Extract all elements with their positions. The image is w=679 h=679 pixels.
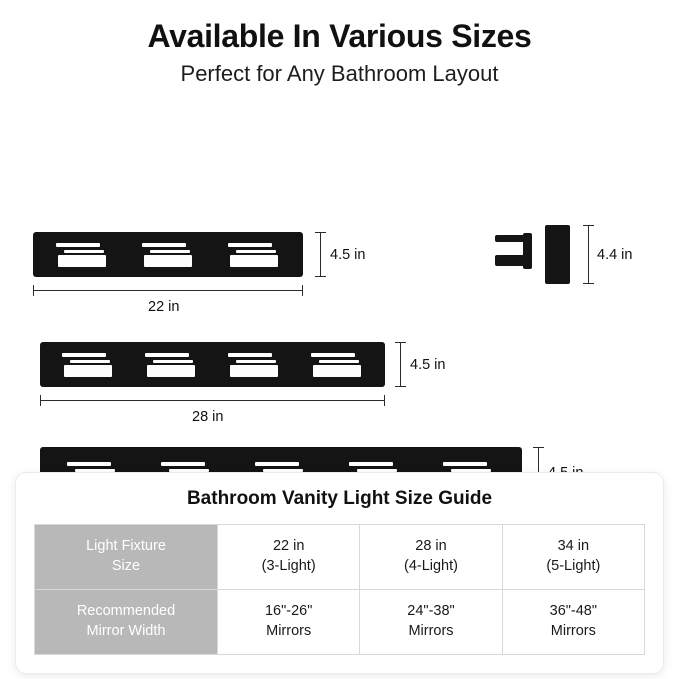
lamp-bar (161, 462, 205, 466)
cell-sub: Mirrors (550, 623, 596, 639)
cell-mirror-width-22 (218, 590, 360, 655)
side-arm-top (495, 235, 525, 242)
lamp-shade (313, 365, 361, 377)
lamp-bar-secondary (169, 469, 209, 472)
lamp-bar (56, 243, 100, 247)
cell-main: 16"-26" (264, 603, 313, 620)
lamp-shade (147, 365, 195, 377)
lamp-bar-secondary (150, 250, 190, 253)
size-guide-card (16, 473, 663, 673)
dimension-label-height-28in: 4.5 in (410, 356, 446, 373)
cell-main: 34 in (557, 538, 590, 555)
row-header-line2: Mirror Width (86, 623, 166, 639)
cell-main: 28 in (415, 538, 447, 555)
dimension-line-height-side (588, 225, 589, 284)
dimension-line-width-22in (33, 290, 303, 291)
fixture-4-light (40, 342, 385, 387)
cell-main: 22 in (272, 538, 305, 555)
table-row (35, 590, 645, 655)
lamp-bar-secondary (236, 360, 276, 363)
lamp-bar (349, 462, 393, 466)
size-guide-table (34, 524, 645, 655)
lamp-bar-secondary (70, 360, 110, 363)
row-header-line1: Light Fixture (86, 538, 166, 555)
lamp-bar (311, 353, 355, 357)
lamp-bar-secondary (357, 469, 397, 472)
dimension-line-width-28in (40, 400, 385, 401)
dimension-label-width-28in: 28 in (192, 408, 224, 425)
lamp (143, 349, 199, 379)
dimension-line-height-22in (320, 232, 321, 277)
row-header-line1: Recommended (76, 603, 176, 620)
fixture-3-light (33, 232, 303, 277)
lamp-bar (443, 462, 487, 466)
lamp (226, 349, 282, 379)
cell-sub: Mirrors (408, 623, 454, 639)
lamp-bar (62, 353, 106, 357)
lamp-shade (58, 255, 106, 267)
side-bracket (523, 233, 532, 269)
lamp (309, 349, 365, 379)
size-guide-title: Bathroom Vanity Light Size Guide (186, 488, 493, 509)
lamp-shade (144, 255, 192, 267)
header (0, 0, 679, 87)
lamp (54, 239, 110, 269)
lamp-bar-secondary (153, 360, 193, 363)
lamp (60, 349, 116, 379)
page-title: Available In Various Sizes (147, 18, 532, 54)
cell-main: 24"-38" (407, 603, 455, 620)
lamp-bar-secondary (451, 469, 491, 472)
lamp-bar-secondary (263, 469, 303, 472)
lamp-bar (228, 353, 272, 357)
lamp-bar (67, 462, 111, 466)
cell-sub: (3-Light) (261, 558, 316, 574)
cell-fixture-size-34 (502, 525, 644, 590)
lamp-shade (230, 255, 278, 267)
cell-mirror-width-34 (502, 590, 644, 655)
cell-sub: (4-Light) (403, 558, 458, 574)
cell-mirror-width-28 (360, 590, 502, 655)
lamp-bar (255, 462, 299, 466)
dimension-label-height-side: 4.4 in (597, 246, 633, 263)
cell-main: 36"-48" (549, 603, 598, 620)
lamp (226, 239, 282, 269)
lamp-row (40, 342, 385, 387)
lamp-bar-secondary (236, 250, 276, 253)
size-diagram (0, 87, 679, 472)
lamp-row (33, 232, 303, 277)
lamp-bar-secondary (319, 360, 359, 363)
fixture-side-view (495, 225, 580, 285)
side-arm-bottom (495, 255, 525, 266)
page-subtitle: Perfect for Any Bathroom Layout (180, 60, 499, 86)
lamp (140, 239, 196, 269)
lamp-shade (230, 365, 278, 377)
table-row (35, 525, 645, 590)
lamp-bar (228, 243, 272, 247)
side-backplate (545, 225, 570, 284)
cell-fixture-size-22 (218, 525, 360, 590)
dimension-label-width-22in: 22 in (148, 298, 180, 315)
lamp-bar-secondary (75, 469, 115, 472)
row-header-mirror-width (35, 590, 218, 655)
dimension-label-height-22in: 4.5 in (330, 246, 366, 263)
cell-sub: Mirrors (266, 623, 312, 639)
row-header-fixture-size (35, 525, 218, 590)
lamp-bar (142, 243, 186, 247)
lamp-shade (64, 365, 112, 377)
cell-fixture-size-28 (360, 525, 502, 590)
lamp-bar-secondary (64, 250, 104, 253)
lamp-bar (145, 353, 189, 357)
cell-sub: (5-Light) (546, 558, 601, 574)
row-header-line2: Size (111, 558, 141, 574)
dimension-line-height-28in (400, 342, 401, 387)
